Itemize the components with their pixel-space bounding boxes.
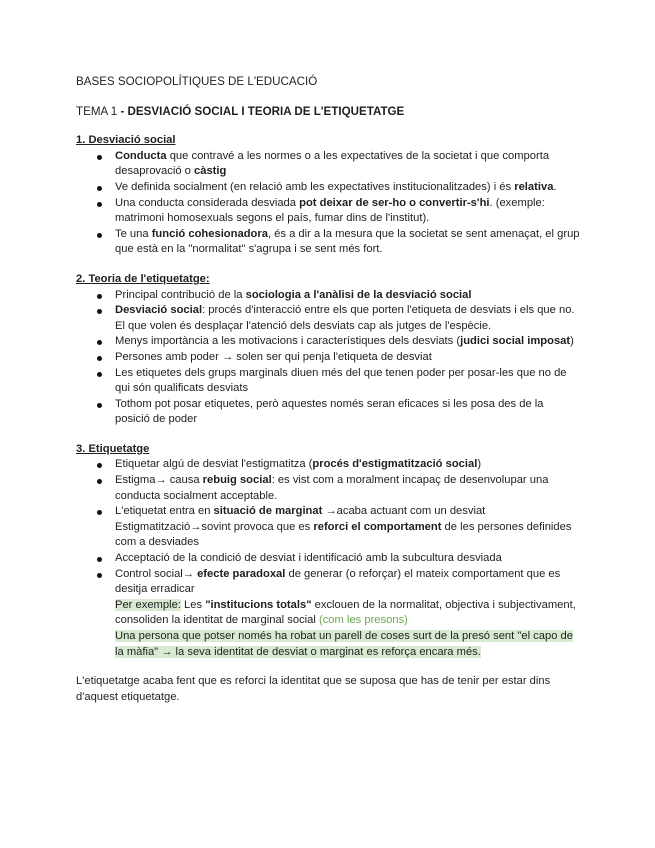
text: Control social→	[115, 567, 198, 580]
text: Te una	[115, 227, 152, 240]
list-item	[76, 551, 581, 567]
document-body	[76, 74, 581, 717]
bold-term: sociologia a l'anàlisi de la desviació social	[245, 288, 472, 301]
bold-term: situació de marginat	[213, 505, 323, 518]
text: : procés d'interacció entre els que porten l'etiqueta de desviats i els que no. El que volen és desplaçar l'atenció dels desviats cap als jutges de l'espècie.	[115, 304, 575, 332]
bold-term: Desviació social	[115, 304, 203, 317]
list-item	[76, 567, 581, 661]
list-item	[76, 457, 581, 473]
section-title: 2. Teoria de l'etiquetatge:	[76, 272, 210, 285]
bold-term: rebuig social	[202, 474, 272, 487]
section-desviacio-social	[76, 133, 581, 258]
bullet-list	[76, 288, 581, 428]
tema-label: TEMA 1	[76, 104, 118, 118]
example-block	[115, 598, 581, 629]
bullet-icon	[97, 403, 102, 408]
text: Acceptació de la condició de desviat i identificació amb la subcultura desviada	[115, 552, 502, 565]
bullet-icon	[97, 372, 102, 377]
list-item	[76, 227, 581, 258]
list-item	[76, 334, 581, 350]
text: →acaba actuant com un desviat	[322, 505, 486, 518]
text: Una conducta considerada desviada	[115, 196, 300, 209]
text: L'etiquetat entra en	[115, 505, 214, 518]
text: Les	[180, 598, 206, 611]
bullet-icon	[97, 155, 102, 160]
list-item	[76, 473, 581, 504]
bullet-icon	[97, 479, 102, 484]
text: Tothom pot posar etiquetes, però aquestes només seran eficaces si les posa des de la posició de poder	[115, 397, 544, 426]
closing-paragraph: L'etiquetatge acaba fent que es reforci la identitat que se suposa que has de tenir per estar dins d'aquest etiquetatge.	[76, 675, 551, 703]
bullet-list	[76, 149, 581, 258]
bullet-icon	[97, 463, 102, 468]
text: )	[477, 458, 482, 471]
section-teoria-etiquetatge	[76, 272, 581, 428]
text: . (exemple: matrimoni homosexuals segons el país, fumar dins de l'institut).	[115, 196, 545, 225]
text: que contravé a les normes o a les expectatives de la societat i que comporta desaprovació o	[115, 149, 550, 178]
text: Etiquetar algú de desviat l'estigmatitza (	[115, 458, 313, 471]
bullet-icon	[97, 510, 102, 515]
bullet-icon	[97, 340, 102, 345]
text: Ve definida socialment (en relació amb les expectatives institucionalitzades) i és	[115, 180, 515, 193]
tema-title: - DESVIACIÓ SOCIAL I TEORIA DE L'ETIQUETATGE	[117, 104, 405, 118]
highlighted-text: Una persona que potser només ha robat un parell de coses surt de la presó sent "el capo de la màfia" → la seva identitat de desviat o marginat es reforça encara més.	[115, 630, 573, 658]
text: Persones amb poder → solen ser qui penja l'etiqueta de desviat	[115, 350, 432, 363]
text: Principal contribució de la	[115, 288, 246, 301]
bold-term: Conducta	[115, 149, 167, 162]
bold-term: efecte paradoxal	[197, 567, 286, 580]
text: Menys importància a les motivacions i característiques dels desviats (	[115, 335, 461, 348]
section-etiquetatge	[76, 442, 581, 660]
bullet-list	[76, 457, 581, 660]
bullet-icon	[97, 309, 102, 314]
bold-term: judici social imposat	[460, 335, 571, 348]
list-item	[76, 288, 581, 304]
course-title: BASES SOCIOPOLÍTIQUES DE L'EDUCACIÓ	[76, 75, 318, 88]
bullet-icon	[97, 294, 102, 299]
bold-term: pot deixar de ser-ho o convertir-s'hi	[299, 196, 490, 209]
text: , és a dir a la mesura que la societat se sent amenaçat, el grup que està en la "normalitat" s'agrupa i se sent més fort.	[115, 227, 580, 256]
section-title: 3. Etiquetatge	[76, 442, 150, 455]
list-item	[76, 397, 581, 428]
example-label: Per exemple:	[115, 598, 181, 611]
bullet-icon	[97, 186, 102, 191]
list-item	[76, 180, 581, 196]
highlighted-example	[115, 629, 581, 660]
list-item	[76, 350, 581, 366]
bold-term: funció cohesionadora	[151, 227, 268, 240]
list-item	[76, 196, 581, 227]
sub-line	[115, 520, 581, 551]
bullet-icon	[97, 573, 102, 578]
section-title: 1. Desviació social	[76, 134, 176, 147]
list-item	[76, 149, 581, 180]
bullet-icon	[97, 557, 102, 562]
text: Les etiquetes dels grups marginals diuen més del que tenen poder per posar-les que no de qui són qualificats desviats	[115, 366, 567, 395]
text: exclouen de la normalitat, objectiva i subjectivament, consoliden la identitat de marginal social	[115, 598, 576, 627]
bullet-icon	[97, 233, 102, 238]
bold-term: càstig	[194, 165, 227, 178]
text: )	[570, 335, 574, 348]
text: : es vist com a moralment incapaç de desenvolupar una conducta socialment acceptable.	[115, 474, 549, 502]
bullet-icon	[97, 356, 102, 361]
bold-term: reforci el comportament	[313, 520, 442, 533]
bold-term: "institucions totals"	[205, 598, 312, 611]
bold-term: relativa	[514, 180, 554, 193]
text: Estigma→ causa	[115, 474, 203, 487]
text: de les persones definides com a desviades	[115, 520, 572, 549]
text: de generar (o reforçar) el mateix comportament que es desitja erradicar	[115, 567, 561, 596]
bullet-icon	[97, 202, 102, 207]
text: .	[553, 180, 557, 193]
text: Estigmatització→sovint provoca que es	[115, 520, 314, 533]
bold-term: procés d'estigmatització social	[312, 458, 478, 471]
tema-heading	[76, 104, 581, 120]
green-note: (com les presons)	[318, 614, 408, 627]
list-item	[76, 303, 581, 334]
list-item	[76, 504, 581, 551]
list-item	[76, 366, 581, 397]
